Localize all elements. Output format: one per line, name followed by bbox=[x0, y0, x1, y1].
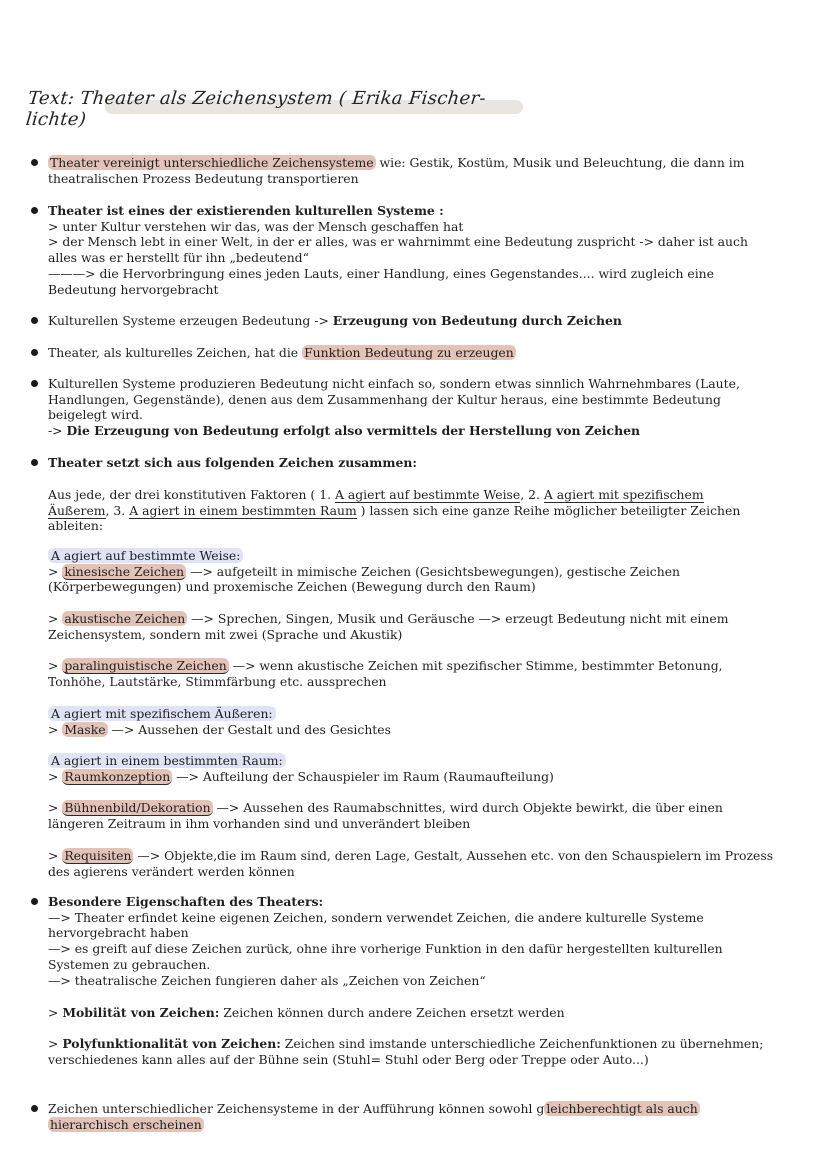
highlight-funktion: Funktion Bedeutung zu erzeugen bbox=[304, 345, 514, 360]
item-akustische-zeichen: > akustische Zeichen —> Sprechen, Singen, Musik und Geräusche —> erzeugt Bedeutung nicht mit einem Zeichensystem, sondern mit zwei (Sprache und Akustik) bbox=[48, 611, 729, 642]
section-heading: Theater setzt sich aus folgenden Zeichen zusammen: bbox=[48, 455, 417, 470]
term-kinesische-zeichen: kinesische Zeichen bbox=[64, 563, 185, 579]
highlight-gleichberechtigt: leichberechtigt als auch bbox=[546, 1101, 698, 1116]
term-paralinguistische-zeichen: paralinguistische Zeichen bbox=[64, 658, 227, 673]
term-requisiten: Requisiten bbox=[64, 848, 132, 863]
highlight-zeichensysteme: Theater vereinigt unterschiedliche Zeichensysteme bbox=[50, 155, 374, 170]
item-buehnenbild: > Bühnenbild/Dekoration —> Aussehen des Raumabschnittes, wird durch Objekte bewirkt, die über einen längeren Zeitraum in ihm vorhanden sind und unverändert bleiben bbox=[48, 800, 723, 831]
bullet-besondere-eigenschaften: Besondere Eigenschaften des Theaters: —> Theater erfindet keine eigenen Zeichen, sondern verwendet Zeichen, die andere kulturelle Systeme hervorgebracht haben —> es greift auf diese Zeichen zurück, ohne ihre vorherige Funktion in den dafür hergestellten kulturellen Systemen zu gebrauchen. —> theatralische Zeichen fungieren daher als „Zeichen von Zeichen“ bbox=[48, 894, 723, 988]
paragraph-faktoren: Aus jede, der drei konstitutiven Faktoren ( 1. A agiert auf bestimmte Weise, 2. A agiert mit spezifischem Äußerem, 3. A agiert in einem bestimmten Raum ) lassen sich eine ganze Reihe möglicher beteiligter Zeichen ableiten: bbox=[48, 487, 741, 534]
group-spezifisches-aeusseres: A agiert mit spezifischem Äußeren: > Maske —> Aussehen der Gestalt und des Gesichtes bbox=[48, 706, 391, 737]
bullet-dot bbox=[31, 207, 38, 214]
subheading-highlight: A agiert auf bestimmte Weise: bbox=[48, 548, 243, 563]
subheading-highlight: A agiert mit spezifischem Äußeren: bbox=[48, 706, 276, 721]
bullet-dot bbox=[31, 159, 38, 166]
bullet-dot bbox=[31, 349, 38, 356]
bullet-funktion-bedeutung: Theater, als kulturelles Zeichen, hat die Funktion Bedeutung zu erzeugen bbox=[48, 345, 514, 360]
highlight-hierarchisch: hierarchisch erscheinen bbox=[50, 1116, 202, 1132]
term-maske: Maske bbox=[64, 721, 106, 737]
item-paralinguistische-zeichen: > paralinguistische Zeichen —> wenn akustische Zeichen mit spezifischer Stimme, bestimmter Betonung, Tonhöhe, Lautstärke, Stimmfärbung etc. aussprechen bbox=[48, 658, 723, 689]
bullet-theater-vereinigt: Theater vereinigt unterschiedliche Zeichensysteme wie: Gestik, Kostüm, Musik und Beleuchtung, die dann im theatralischen Prozess Bedeutung transportieren bbox=[48, 155, 745, 186]
subheading-highlight: A agiert in einem bestimmten Raum: bbox=[48, 753, 286, 768]
bullet-kulturelle-systeme: Theater ist eines der existierenden kulturellen Systeme : > unter Kultur verstehen wir das, was der Mensch geschaffen hat > der Mensch lebt in einer Welt, in der er alles, was er wahrnimmt eine Bedeutung zuspricht -> daher ist auch alles was er herstellt für ihn „bedeutend“ ———> die Hervorbringung eines jeden Lauts, einer Handlung, eines Gegenstandes.... wird zugleich eine Bedeutung hervorgebracht bbox=[48, 203, 748, 297]
bullet-dot bbox=[31, 898, 38, 905]
term-raumkonzeption: Raumkonzeption bbox=[64, 768, 171, 784]
group-bestimmte-weise: A agiert auf bestimmte Weise: > kinesische Zeichen —> aufgeteilt in mimische Zeichen (Gesichtsbewegungen), gestische Zeichen (Körperbewegungen) und proxemische Zeichen (Bewegung durch den Raum) bbox=[48, 548, 681, 595]
section-heading: Theater ist eines der existierenden kulturellen Systeme : bbox=[48, 203, 444, 218]
bullet-gleichberechtigt: Zeichen unterschiedlicher Zeichensysteme in der Aufführung können sowohl g leichberechtigt als auch hierarchisch erscheinen bbox=[48, 1101, 698, 1132]
bullet-dot bbox=[31, 317, 38, 324]
term-akustische-zeichen: akustische Zeichen bbox=[64, 611, 186, 626]
bullet-sinnlich-wahrnehmbares: Kulturellen Systeme produzieren Bedeutung nicht einfach so, sondern etwas sinnlich Wahrnehmbares (Laute, Handlungen, Gegenstände), denen aus dem Zusammenhang der Kultur heraus, eine bestimmte Bedeutung beigelegt wird. -> Die Erzeugung von Bedeutung erfolgt also vermittels der Herstellung von Zeichen bbox=[48, 376, 740, 439]
group-bestimmter-raum: A agiert in einem bestimmten Raum: > Raumkonzeption —> Aufteilung der Schauspieler im Raum (Raumaufteilung) bbox=[48, 753, 554, 784]
title-area bbox=[24, 88, 507, 130]
bullet-dot bbox=[31, 459, 38, 466]
item-polyfunktionalitaet: > Polyfunktionalität von Zeichen: Zeichen sind imstande unterschiedliche Zeichenfunktionen zu übernehmen; verschiedenes kann alles auf der Bühne sein (Stuhl= Stuhl oder Berg oder Treppe oder Auto...) bbox=[48, 1036, 764, 1067]
page-title: Text: Theater als Zeichensystem ( Erika Fischer- lichte) bbox=[24, 88, 487, 130]
section-heading: Besondere Eigenschaften des Theaters: bbox=[48, 894, 324, 909]
bullet-dot bbox=[31, 1105, 38, 1112]
bullet-dot bbox=[31, 380, 38, 387]
term-buehnenbild: Bühnenbild/Dekoration bbox=[64, 800, 211, 815]
bullet-erzeugung-bedeutung: Kulturellen Systeme erzeugen Bedeutung -> Erzeugung von Bedeutung durch Zeichen bbox=[48, 313, 622, 328]
item-requisiten: > Requisiten —> Objekte,die im Raum sind, deren Lage, Gestalt, Aussehen etc. von den Schauspielern im Prozess des agierens verändert werden können bbox=[48, 848, 774, 879]
item-mobilitaet: > Mobilität von Zeichen: Zeichen können durch andere Zeichen ersetzt werden bbox=[48, 1005, 565, 1020]
bullet-zeichen-zusammen bbox=[48, 455, 793, 471]
